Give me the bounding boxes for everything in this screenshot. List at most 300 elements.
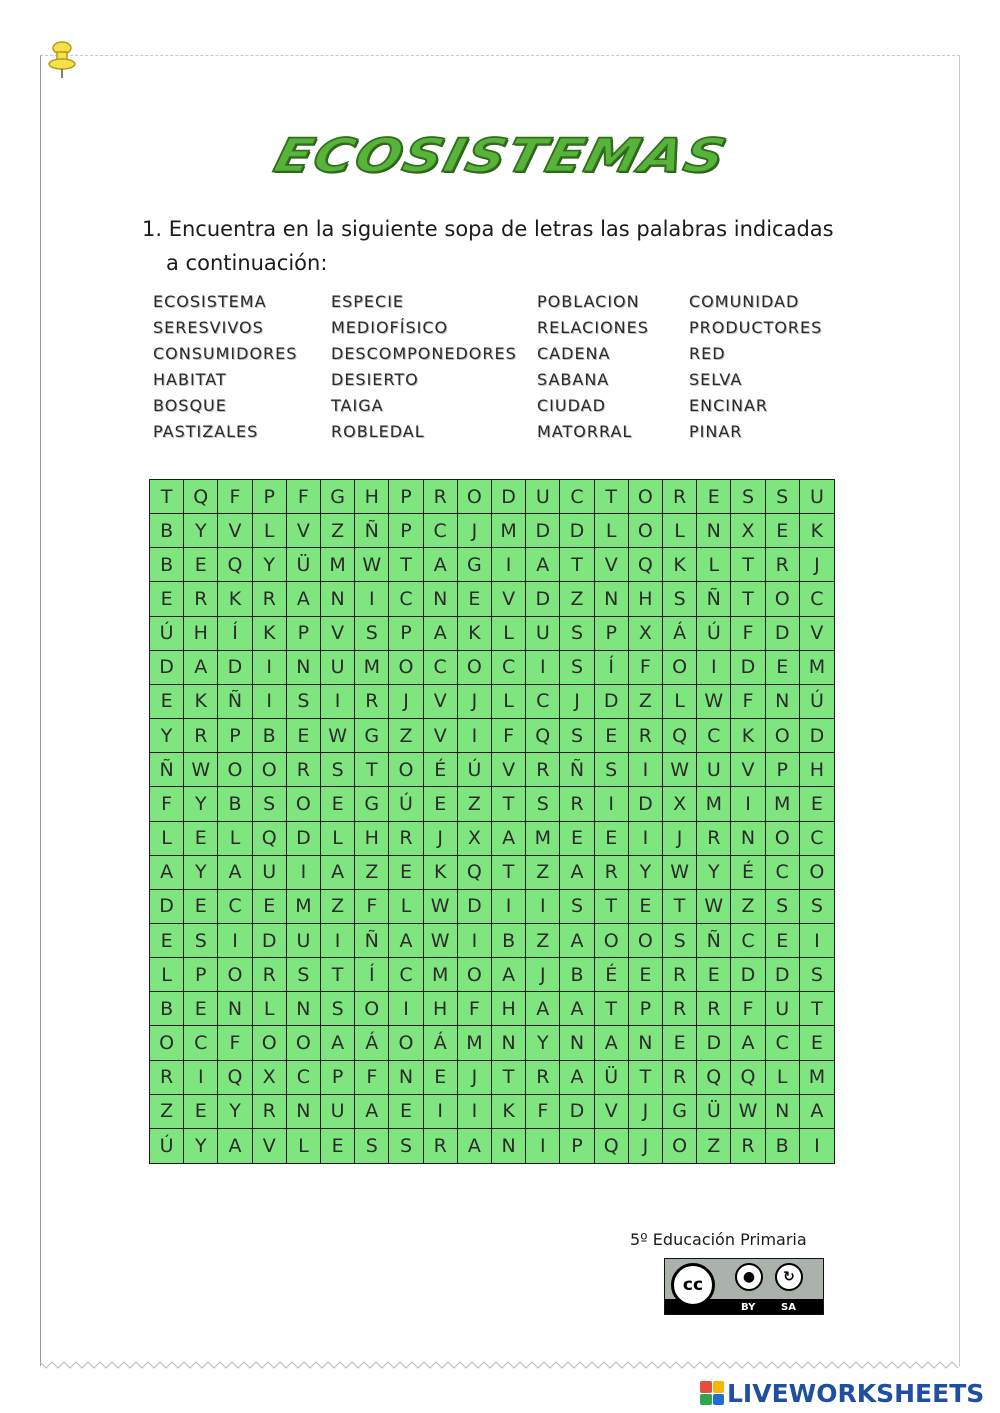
grid-cell[interactable]: V [492, 582, 526, 616]
grid-cell[interactable]: B [766, 1129, 800, 1163]
grid-cell[interactable]: Ú [697, 617, 731, 651]
grid-cell[interactable]: E [184, 992, 218, 1026]
grid-cell[interactable]: I [697, 651, 731, 685]
grid-cell[interactable]: N [766, 685, 800, 719]
grid-cell[interactable]: Y [218, 1095, 252, 1129]
grid-cell[interactable]: B [492, 924, 526, 958]
grid-cell[interactable]: E [595, 719, 629, 753]
grid-cell[interactable]: U [526, 617, 560, 651]
grid-cell[interactable]: R [663, 992, 697, 1026]
grid-cell[interactable]: L [389, 890, 423, 924]
grid-cell[interactable]: K [492, 1095, 526, 1129]
grid-cell[interactable]: C [766, 1026, 800, 1060]
grid-cell[interactable]: V [492, 753, 526, 787]
grid-cell[interactable]: E [184, 890, 218, 924]
grid-cell[interactable]: X [458, 822, 492, 856]
grid-cell[interactable]: R [663, 1061, 697, 1095]
grid-cell[interactable]: H [800, 753, 834, 787]
grid-cell[interactable]: I [253, 651, 287, 685]
grid-cell[interactable]: E [424, 787, 458, 821]
grid-cell[interactable]: Z [526, 856, 560, 890]
grid-cell[interactable]: S [184, 924, 218, 958]
grid-cell[interactable]: T [800, 992, 834, 1026]
grid-cell[interactable]: Y [697, 856, 731, 890]
grid-cell[interactable]: A [560, 1061, 594, 1095]
grid-cell[interactable]: C [800, 822, 834, 856]
grid-cell[interactable]: D [731, 651, 765, 685]
grid-cell[interactable]: Z [355, 856, 389, 890]
grid-cell[interactable]: E [766, 651, 800, 685]
grid-cell[interactable]: S [595, 753, 629, 787]
grid-cell[interactable]: K [458, 617, 492, 651]
grid-cell[interactable]: E [184, 822, 218, 856]
grid-cell[interactable]: C [766, 856, 800, 890]
grid-cell[interactable]: U [321, 1095, 355, 1129]
grid-cell[interactable]: O [287, 787, 321, 821]
grid-cell[interactable]: V [731, 753, 765, 787]
grid-cell[interactable]: T [389, 548, 423, 582]
grid-cell[interactable]: S [731, 480, 765, 514]
grid-cell[interactable]: I [800, 924, 834, 958]
grid-cell[interactable]: U [287, 924, 321, 958]
grid-cell[interactable]: Q [663, 719, 697, 753]
grid-cell[interactable]: Z [321, 890, 355, 924]
grid-cell[interactable]: T [595, 890, 629, 924]
grid-cell[interactable]: P [321, 1061, 355, 1095]
grid-cell[interactable]: L [287, 1129, 321, 1163]
grid-cell[interactable]: Z [526, 924, 560, 958]
grid-cell[interactable]: A [321, 856, 355, 890]
grid-cell[interactable]: C [800, 582, 834, 616]
grid-cell[interactable]: Ü [595, 1061, 629, 1095]
grid-cell[interactable]: E [629, 890, 663, 924]
grid-cell[interactable]: B [560, 958, 594, 992]
grid-cell[interactable]: L [492, 617, 526, 651]
grid-cell[interactable]: G [663, 1095, 697, 1129]
grid-cell[interactable]: D [150, 651, 184, 685]
grid-cell[interactable]: F [731, 685, 765, 719]
grid-cell[interactable]: P [766, 753, 800, 787]
grid-cell[interactable]: R [663, 480, 697, 514]
grid-cell[interactable]: K [800, 514, 834, 548]
grid-cell[interactable]: Z [389, 719, 423, 753]
grid-cell[interactable]: P [287, 617, 321, 651]
grid-cell[interactable]: N [218, 992, 252, 1026]
grid-cell[interactable]: N [560, 1026, 594, 1060]
grid-cell[interactable]: Í [595, 651, 629, 685]
grid-cell[interactable]: O [458, 958, 492, 992]
grid-cell[interactable]: I [492, 890, 526, 924]
grid-cell[interactable]: W [321, 719, 355, 753]
grid-cell[interactable]: Y [526, 1026, 560, 1060]
grid-cell[interactable]: E [595, 822, 629, 856]
grid-cell[interactable]: H [629, 582, 663, 616]
grid-cell[interactable]: Q [218, 1061, 252, 1095]
grid-cell[interactable]: C [389, 582, 423, 616]
grid-cell[interactable]: H [424, 992, 458, 1026]
grid-cell[interactable]: P [560, 1129, 594, 1163]
grid-cell[interactable]: B [150, 514, 184, 548]
grid-cell[interactable]: S [355, 1129, 389, 1163]
grid-cell[interactable]: O [766, 822, 800, 856]
grid-cell[interactable]: A [458, 1129, 492, 1163]
grid-cell[interactable]: R [526, 753, 560, 787]
grid-cell[interactable]: T [731, 582, 765, 616]
grid-cell[interactable]: S [560, 651, 594, 685]
grid-cell[interactable]: Í [218, 617, 252, 651]
grid-cell[interactable]: J [560, 685, 594, 719]
grid-cell[interactable]: A [560, 856, 594, 890]
grid-cell[interactable]: D [595, 685, 629, 719]
grid-cell[interactable]: Ñ [697, 924, 731, 958]
grid-cell[interactable]: W [184, 753, 218, 787]
grid-cell[interactable]: X [253, 1061, 287, 1095]
grid-cell[interactable]: S [560, 890, 594, 924]
grid-cell[interactable]: C [218, 890, 252, 924]
grid-cell[interactable]: I [287, 856, 321, 890]
grid-cell[interactable]: R [184, 582, 218, 616]
grid-cell[interactable]: Y [253, 548, 287, 582]
grid-cell[interactable]: A [424, 548, 458, 582]
grid-cell[interactable]: A [218, 856, 252, 890]
grid-cell[interactable]: I [526, 890, 560, 924]
grid-cell[interactable]: A [218, 1129, 252, 1163]
grid-cell[interactable]: C [697, 719, 731, 753]
grid-cell[interactable]: Á [663, 617, 697, 651]
grid-cell[interactable]: N [492, 1129, 526, 1163]
grid-cell[interactable]: S [253, 787, 287, 821]
grid-cell[interactable]: R [389, 822, 423, 856]
grid-cell[interactable]: Ú [150, 617, 184, 651]
grid-cell[interactable]: N [629, 1026, 663, 1060]
grid-cell[interactable]: Ú [389, 787, 423, 821]
grid-cell[interactable]: T [150, 480, 184, 514]
grid-cell[interactable]: E [253, 890, 287, 924]
grid-cell[interactable]: A [560, 924, 594, 958]
grid-cell[interactable]: U [526, 480, 560, 514]
grid-cell[interactable]: W [697, 685, 731, 719]
grid-cell[interactable]: V [424, 685, 458, 719]
grid-cell[interactable]: I [526, 651, 560, 685]
grid-cell[interactable]: É [424, 753, 458, 787]
grid-cell[interactable]: C [560, 480, 594, 514]
grid-cell[interactable]: E [150, 582, 184, 616]
grid-cell[interactable]: L [150, 958, 184, 992]
grid-cell[interactable]: L [663, 685, 697, 719]
grid-cell[interactable]: R [766, 548, 800, 582]
grid-cell[interactable]: L [697, 548, 731, 582]
grid-cell[interactable]: S [766, 480, 800, 514]
grid-cell[interactable]: O [150, 1026, 184, 1060]
grid-cell[interactable]: N [595, 582, 629, 616]
grid-cell[interactable]: J [458, 514, 492, 548]
grid-cell[interactable]: D [766, 958, 800, 992]
grid-cell[interactable]: R [595, 856, 629, 890]
grid-cell[interactable]: E [629, 958, 663, 992]
grid-cell[interactable]: W [424, 890, 458, 924]
grid-cell[interactable]: T [560, 548, 594, 582]
grid-cell[interactable]: F [355, 1061, 389, 1095]
grid-cell[interactable]: J [389, 685, 423, 719]
grid-cell[interactable]: E [560, 822, 594, 856]
grid-cell[interactable]: S [800, 958, 834, 992]
grid-cell[interactable]: M [800, 1061, 834, 1095]
grid-cell[interactable]: F [355, 890, 389, 924]
grid-cell[interactable]: Q [218, 548, 252, 582]
grid-cell[interactable]: J [800, 548, 834, 582]
grid-cell[interactable]: X [629, 617, 663, 651]
grid-cell[interactable]: K [424, 856, 458, 890]
grid-cell[interactable]: I [321, 924, 355, 958]
grid-cell[interactable]: O [355, 992, 389, 1026]
grid-cell[interactable]: Q [697, 1061, 731, 1095]
grid-cell[interactable]: Ú [150, 1129, 184, 1163]
grid-cell[interactable]: L [595, 514, 629, 548]
grid-cell[interactable]: O [458, 651, 492, 685]
grid-cell[interactable]: G [321, 480, 355, 514]
grid-cell[interactable]: M [321, 548, 355, 582]
cc-license-badge[interactable] [664, 1258, 824, 1315]
grid-cell[interactable]: D [560, 514, 594, 548]
grid-cell[interactable]: T [355, 753, 389, 787]
grid-cell[interactable]: I [218, 924, 252, 958]
grid-cell[interactable]: X [731, 514, 765, 548]
grid-cell[interactable]: T [731, 548, 765, 582]
grid-cell[interactable]: P [389, 617, 423, 651]
grid-cell[interactable]: S [663, 924, 697, 958]
grid-cell[interactable]: A [150, 856, 184, 890]
grid-cell[interactable]: D [766, 617, 800, 651]
grid-cell[interactable]: Q [253, 822, 287, 856]
grid-cell[interactable]: Y [184, 856, 218, 890]
grid-cell[interactable]: Á [355, 1026, 389, 1060]
grid-cell[interactable]: R [253, 958, 287, 992]
grid-cell[interactable]: C [731, 924, 765, 958]
grid-cell[interactable]: R [424, 480, 458, 514]
grid-cell[interactable]: D [287, 822, 321, 856]
grid-cell[interactable]: R [663, 958, 697, 992]
grid-cell[interactable]: M [492, 514, 526, 548]
grid-cell[interactable]: M [287, 890, 321, 924]
grid-cell[interactable]: F [731, 992, 765, 1026]
grid-cell[interactable]: Y [629, 856, 663, 890]
grid-cell[interactable]: T [663, 890, 697, 924]
grid-cell[interactable]: Z [560, 582, 594, 616]
grid-cell[interactable]: I [458, 1095, 492, 1129]
grid-cell[interactable]: T [492, 1061, 526, 1095]
grid-cell[interactable]: N [492, 1026, 526, 1060]
grid-cell[interactable]: O [766, 582, 800, 616]
grid-cell[interactable]: R [355, 685, 389, 719]
grid-cell[interactable]: O [218, 753, 252, 787]
grid-cell[interactable]: É [595, 958, 629, 992]
grid-cell[interactable]: X [663, 787, 697, 821]
grid-cell[interactable]: T [629, 1061, 663, 1095]
grid-cell[interactable]: D [218, 651, 252, 685]
grid-cell[interactable]: Ú [800, 685, 834, 719]
grid-cell[interactable]: F [287, 480, 321, 514]
grid-cell[interactable]: V [287, 514, 321, 548]
grid-cell[interactable]: H [492, 992, 526, 1026]
grid-cell[interactable]: E [424, 1061, 458, 1095]
grid-cell[interactable]: R [629, 719, 663, 753]
grid-cell[interactable]: S [560, 719, 594, 753]
grid-cell[interactable]: B [253, 719, 287, 753]
grid-cell[interactable]: Z [150, 1095, 184, 1129]
grid-cell[interactable]: K [253, 617, 287, 651]
grid-cell[interactable]: P [253, 480, 287, 514]
grid-cell[interactable]: R [253, 582, 287, 616]
grid-cell[interactable]: O [629, 924, 663, 958]
grid-cell[interactable]: E [766, 924, 800, 958]
grid-cell[interactable]: Q [731, 1061, 765, 1095]
grid-cell[interactable]: L [150, 822, 184, 856]
grid-cell[interactable]: Z [731, 890, 765, 924]
grid-cell[interactable]: P [218, 719, 252, 753]
grid-cell[interactable]: Ñ [560, 753, 594, 787]
grid-cell[interactable]: U [766, 992, 800, 1026]
grid-cell[interactable]: C [389, 958, 423, 992]
grid-cell[interactable]: O [253, 753, 287, 787]
grid-cell[interactable]: Q [184, 480, 218, 514]
grid-cell[interactable]: A [389, 924, 423, 958]
grid-cell[interactable]: O [389, 753, 423, 787]
grid-cell[interactable]: E [184, 548, 218, 582]
grid-cell[interactable]: Q [526, 719, 560, 753]
grid-cell[interactable]: J [458, 685, 492, 719]
grid-cell[interactable]: R [526, 1061, 560, 1095]
grid-cell[interactable]: N [731, 822, 765, 856]
grid-cell[interactable]: P [389, 480, 423, 514]
grid-cell[interactable]: V [595, 1095, 629, 1129]
grid-cell[interactable]: F [526, 1095, 560, 1129]
grid-cell[interactable]: O [629, 514, 663, 548]
grid-cell[interactable]: J [629, 1095, 663, 1129]
grid-cell[interactable]: Z [697, 1129, 731, 1163]
grid-cell[interactable]: F [458, 992, 492, 1026]
grid-cell[interactable]: G [458, 548, 492, 582]
grid-cell[interactable]: O [253, 1026, 287, 1060]
grid-cell[interactable]: O [663, 1129, 697, 1163]
grid-cell[interactable]: N [697, 514, 731, 548]
grid-cell[interactable]: N [287, 651, 321, 685]
grid-cell[interactable]: T [595, 480, 629, 514]
grid-cell[interactable]: M [355, 651, 389, 685]
grid-cell[interactable]: S [287, 958, 321, 992]
grid-cell[interactable]: E [697, 958, 731, 992]
grid-cell[interactable]: V [800, 617, 834, 651]
grid-cell[interactable]: P [389, 514, 423, 548]
grid-cell[interactable]: A [287, 582, 321, 616]
grid-cell[interactable]: Ú [458, 753, 492, 787]
grid-cell[interactable]: W [663, 753, 697, 787]
grid-cell[interactable]: W [424, 924, 458, 958]
grid-cell[interactable]: Ñ [355, 924, 389, 958]
grid-cell[interactable]: I [629, 822, 663, 856]
grid-cell[interactable]: A [424, 617, 458, 651]
grid-cell[interactable]: I [424, 1095, 458, 1129]
grid-cell[interactable]: B [150, 992, 184, 1026]
grid-cell[interactable]: F [218, 1026, 252, 1060]
grid-cell[interactable]: E [150, 685, 184, 719]
grid-cell[interactable]: A [492, 822, 526, 856]
grid-cell[interactable]: J [663, 822, 697, 856]
grid-cell[interactable]: N [389, 1061, 423, 1095]
grid-cell[interactable]: A [595, 1026, 629, 1060]
grid-cell[interactable]: R [697, 992, 731, 1026]
grid-cell[interactable]: Z [458, 787, 492, 821]
grid-cell[interactable]: H [355, 480, 389, 514]
grid-cell[interactable]: Ñ [355, 514, 389, 548]
grid-cell[interactable]: O [389, 1026, 423, 1060]
grid-cell[interactable]: L [253, 992, 287, 1026]
grid-cell[interactable]: N [287, 992, 321, 1026]
grid-cell[interactable]: E [697, 480, 731, 514]
grid-cell[interactable]: Ü [697, 1095, 731, 1129]
grid-cell[interactable]: I [526, 1129, 560, 1163]
grid-cell[interactable]: D [492, 480, 526, 514]
grid-cell[interactable]: C [424, 514, 458, 548]
grid-cell[interactable]: M [766, 787, 800, 821]
grid-cell[interactable]: J [458, 1061, 492, 1095]
grid-cell[interactable]: A [526, 992, 560, 1026]
grid-cell[interactable]: R [253, 1095, 287, 1129]
grid-cell[interactable]: B [218, 787, 252, 821]
grid-cell[interactable]: O [595, 924, 629, 958]
grid-cell[interactable]: Ñ [697, 582, 731, 616]
grid-cell[interactable]: K [184, 685, 218, 719]
grid-cell[interactable]: P [184, 958, 218, 992]
grid-cell[interactable]: M [526, 822, 560, 856]
grid-cell[interactable]: U [800, 480, 834, 514]
grid-cell[interactable]: W [355, 548, 389, 582]
grid-cell[interactable]: A [184, 651, 218, 685]
grid-cell[interactable]: S [321, 753, 355, 787]
grid-cell[interactable]: N [766, 1095, 800, 1129]
grid-cell[interactable]: F [150, 787, 184, 821]
grid-cell[interactable]: S [766, 890, 800, 924]
grid-cell[interactable]: D [526, 514, 560, 548]
grid-cell[interactable]: Ñ [150, 753, 184, 787]
grid-cell[interactable]: O [287, 1026, 321, 1060]
grid-cell[interactable]: A [492, 958, 526, 992]
grid-cell[interactable]: R [560, 787, 594, 821]
grid-cell[interactable]: I [458, 924, 492, 958]
grid-cell[interactable]: A [321, 1026, 355, 1060]
grid-cell[interactable]: E [321, 787, 355, 821]
grid-cell[interactable]: C [492, 651, 526, 685]
grid-cell[interactable]: E [321, 1129, 355, 1163]
grid-cell[interactable]: O [629, 480, 663, 514]
grid-cell[interactable]: A [800, 1095, 834, 1129]
grid-cell[interactable]: O [766, 719, 800, 753]
grid-cell[interactable]: Ñ [218, 685, 252, 719]
grid-cell[interactable]: A [355, 1095, 389, 1129]
grid-cell[interactable]: L [253, 514, 287, 548]
grid-cell[interactable]: L [663, 514, 697, 548]
grid-cell[interactable]: Z [321, 514, 355, 548]
grid-cell[interactable]: O [800, 856, 834, 890]
grid-cell[interactable]: H [355, 822, 389, 856]
grid-cell[interactable]: C [526, 685, 560, 719]
grid-cell[interactable]: V [321, 617, 355, 651]
grid-cell[interactable]: E [287, 719, 321, 753]
grid-cell[interactable]: C [287, 1061, 321, 1095]
grid-cell[interactable]: S [355, 617, 389, 651]
grid-cell[interactable]: O [663, 651, 697, 685]
grid-cell[interactable]: T [595, 992, 629, 1026]
grid-cell[interactable]: W [697, 890, 731, 924]
